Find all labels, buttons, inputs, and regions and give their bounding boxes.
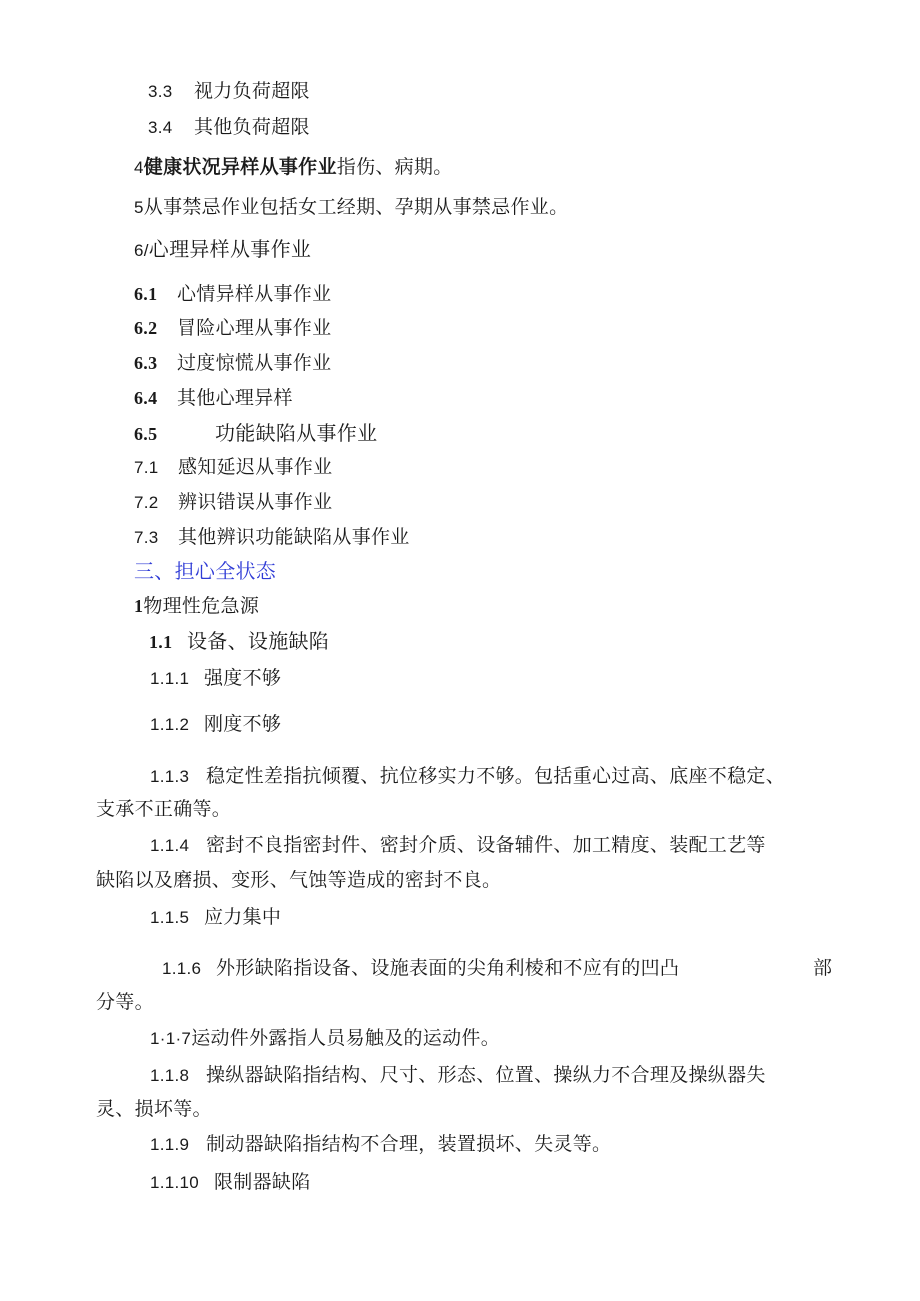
item-6-3: 6.3 过度惊慌从事作业 — [134, 352, 332, 374]
item-1-1-7: 1·1·7运动件外露指人员易触及的运动件。 — [150, 1027, 500, 1049]
item-1-1-8-continuation: 灵、损坏等。 — [96, 1098, 212, 1120]
item-6-5: 6.5 功能缺陷从事作业 — [134, 421, 378, 445]
item-1-1-3-continuation: 支承不正确等。 — [96, 798, 232, 820]
item-1-1-6-tail: 部 — [813, 957, 833, 979]
item-1-1-6: 1.1.6 外形缺陷指设备、设施表面的尖角利棱和不应有的凹凸 — [162, 957, 680, 979]
item-6-1: 6.1 心情异样从事作业 — [134, 283, 332, 305]
item-1-1-8: 1.1.8 操纵器缺陷指结构、尺寸、形态、位置、操纵力不合理及操纵器失 — [150, 1064, 766, 1086]
item-1-1-10: 1.1.10 限制器缺陷 — [150, 1171, 311, 1193]
item-7-3: 7.3 其他辨识功能缺陷从事作业 — [134, 526, 410, 548]
item-1-1-5: 1.1.5 应力集中 — [150, 906, 282, 928]
item-3-4: 3.4 其他负荷超限 — [148, 116, 310, 138]
item-1-1-6-continuation: 分等。 — [96, 991, 154, 1013]
item-6-4: 6.4 其他心理异样 — [134, 387, 293, 409]
item-1-1-2: 1.1.2 刚度不够 — [150, 713, 282, 735]
item-6-heading: 6/心理异样从事作业 — [134, 237, 312, 261]
item-6-2: 6.2 冒险心理从事作业 — [134, 317, 332, 339]
item-7-1: 7.1 感知延迟从事作业 — [134, 456, 333, 478]
item-7-2: 7.2 辨识错误从事作业 — [134, 491, 333, 513]
item-1: 1物理性危急源 — [134, 595, 260, 617]
item-5: 5从事禁忌作业包括女工经期、孕期从事禁忌作业。 — [134, 196, 569, 218]
item-4: 4健康状况异样从事作业指伤、病期。 — [134, 156, 453, 178]
section-heading-3: 三、担心全状态 — [134, 559, 277, 583]
item-1-1: 1.1 设备、设施缺陷 — [149, 629, 330, 653]
item-1-1-1: 1.1.1 强度不够 — [150, 667, 282, 689]
item-1-1-4: 1.1.4 密封不良指密封件、密封介质、设备辅件、加工精度、装配工艺等 — [150, 834, 766, 856]
item-3-3: 3.3 视力负荷超限 — [148, 80, 310, 102]
item-1-1-3: 1.1.3 稳定性差指抗倾覆、抗位移实力不够。包括重心过高、底座不稳定、 — [150, 765, 786, 787]
item-1-1-4-continuation: 缺陷以及磨损、变形、气蚀等造成的密封不良。 — [96, 869, 502, 891]
item-1-1-9: 1.1.9 制动器缺陷指结构不合理，装置损坏、失灵等。 — [150, 1133, 612, 1155]
